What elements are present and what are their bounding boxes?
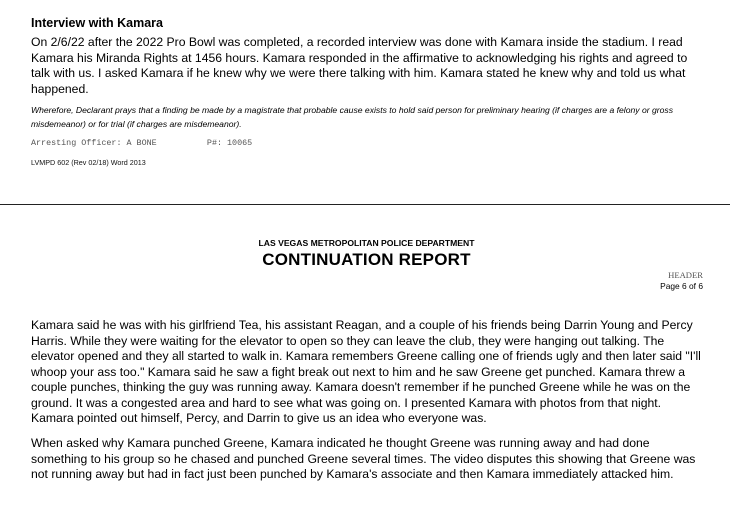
section-heading: Interview with Kamara — [31, 16, 163, 30]
arresting-officer: Arresting Officer: A BONE — [31, 138, 157, 148]
department-name: LAS VEGAS METROPOLITAN POLICE DEPARTMENT — [258, 238, 475, 248]
report-title: CONTINUATION REPORT — [262, 250, 471, 269]
header-tag: HEADER — [668, 270, 703, 280]
officer-p-number: P#: 10065 — [206, 138, 253, 148]
declaration-statement: Wherefore, Declarant prays that a finding be made by a magistrate that probable cause exists to hold said person for preliminary hearing (if charges are a felony or gross misdemeanor) or for trial (if charges are misdemeanor). — [31, 105, 674, 129]
continuation-paragraph: Kamara said he was with his girlfriend Tea, his assistant Reagan, and a couple of his friends being Darrin Young and Percy Harris. While they were waiting for the elevator to open so they can leave the club, they were hanging out talking. The elevator opened and they all started to walk in. Kamara remembers Greene calling one of friends ugly and then later said "I'll whoop your ass too." Kamara said he saw a fight break out next to him and he saw Greene get punched. Kamara threw a couple punches, thinking the guy was running away. Kamara doesn't remember if he punched Greene while he was on the ground. It was a congested area and hard to see what was going on. I presented Kamara with photos from that night. Kamara pointed out himself, Percy, and Darrin to give us an idea who everyone was. — [31, 318, 701, 425]
arresting-officer-line — [31, 138, 252, 148]
report-page-5 — [0, 0, 730, 204]
page-divider — [0, 204, 730, 205]
continuation-paragraph: When asked why Kamara punched Greene, Kamara indicated he thought Greene was running away and had done something to his group so he chased and punched Greene several times. The video disputes this showing that Greene was not running away but had in fact just been punched by Kamara's associate and then Kamara immediately attacked him. — [31, 436, 696, 481]
page-number: Page 6 of 6 — [660, 281, 703, 291]
interview-paragraph: On 2/6/22 after the 2022 Pro Bowl was completed, a recorded interview was done with Kamara inside the stadium. I read Kamara his Miranda Rights at 1456 hours. Kamara responded in the affirmative to acknowledging his rights and agreed to talk with us. I asked Kamara if he knew why we were there talking with him. Kamara stated he knew why and told us what happened. — [31, 35, 688, 96]
form-identifier: LVMPD 602 (Rev 02/18) Word 2013 — [31, 158, 146, 167]
